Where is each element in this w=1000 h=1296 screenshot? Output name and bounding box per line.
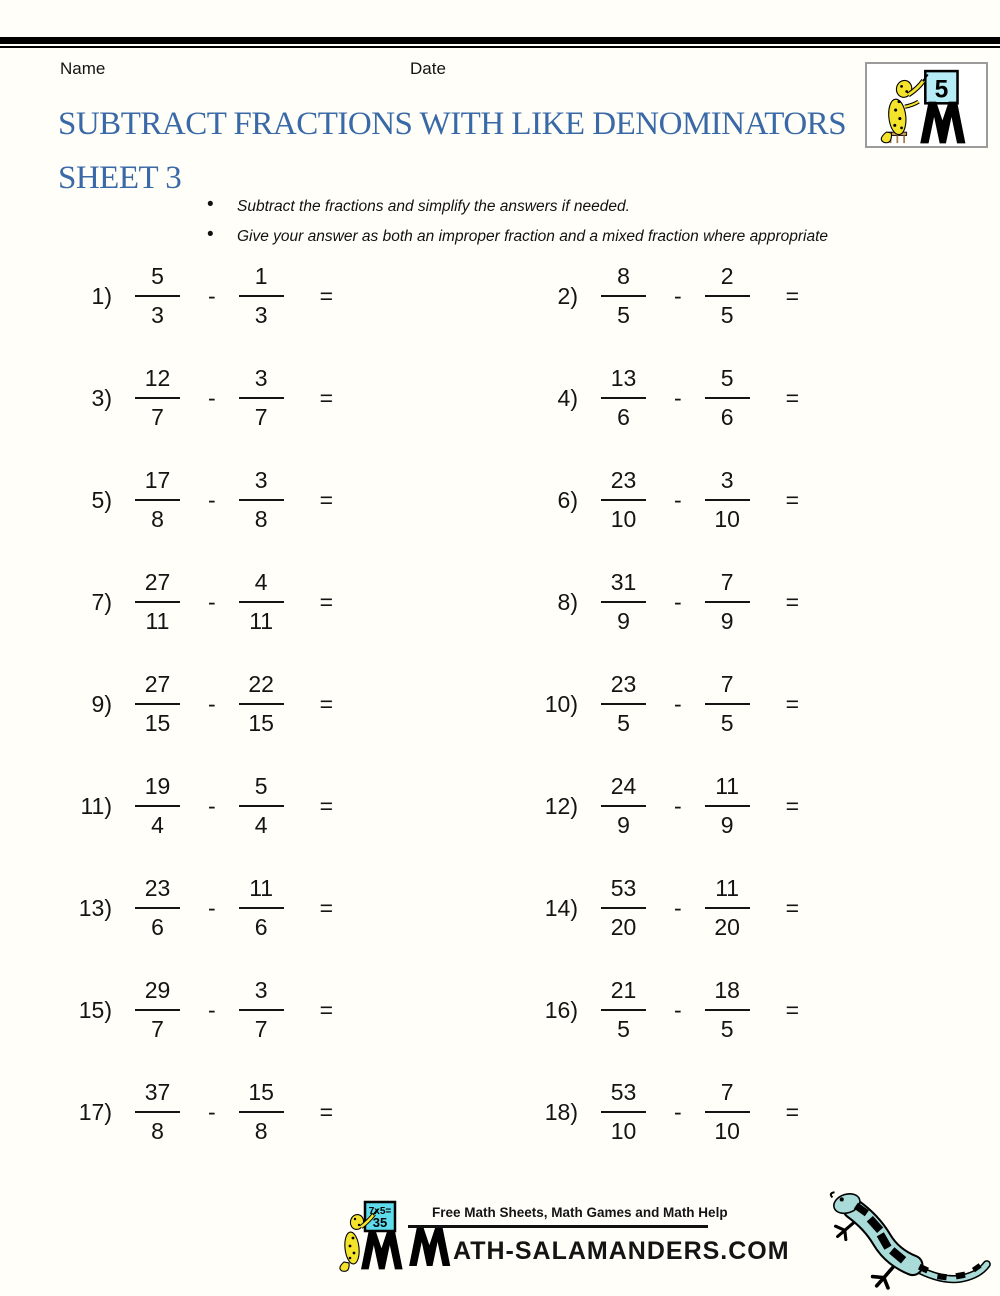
- top-divider-thick-line: [0, 37, 1000, 44]
- numerator: 17: [135, 466, 180, 501]
- subtrahend-fraction: [705, 568, 750, 636]
- problem-3: [0, 347, 500, 449]
- denominator: 10: [610, 1118, 637, 1144]
- equals-sign: =: [785, 282, 800, 309]
- site-name-row: [408, 1228, 790, 1266]
- minuend-fraction: [601, 364, 646, 432]
- problem-17: [0, 1061, 500, 1163]
- denominator: 8: [151, 506, 164, 532]
- denominator: 5: [617, 302, 630, 328]
- denominator: 3: [254, 302, 268, 328]
- m-logo-icon: [361, 1231, 403, 1269]
- problem-number: 16): [544, 996, 578, 1023]
- numerator: 31: [601, 568, 646, 603]
- minuend-fraction: [601, 976, 646, 1044]
- minuend-fraction: [135, 262, 180, 330]
- equals-sign: =: [319, 384, 334, 411]
- numerator: 7: [705, 1078, 750, 1113]
- denominator: 15: [144, 710, 171, 736]
- numerator: 3: [239, 976, 284, 1011]
- board-line2: 35: [372, 1215, 388, 1230]
- corner-lizard-illustration: [818, 1183, 993, 1291]
- footer-branding: [334, 1200, 790, 1276]
- numerator: 18: [705, 976, 750, 1011]
- denominator: 5: [617, 710, 630, 736]
- problem-number: 10): [544, 690, 578, 717]
- numerator: 4: [239, 568, 284, 603]
- footer-text-block: [408, 1200, 790, 1266]
- minus-sign: -: [208, 282, 216, 309]
- minuend-fraction: [601, 466, 646, 534]
- numerator: 8: [601, 262, 646, 297]
- numerator: 37: [135, 1078, 180, 1113]
- cyan-lizard-icon: [818, 1183, 993, 1291]
- equals-sign: =: [319, 282, 334, 309]
- numerator: 13: [601, 364, 646, 399]
- equals-sign: =: [785, 894, 800, 921]
- equals-sign: =: [319, 792, 334, 819]
- instruction-bullet-2: • Give your answer as both an improper fraction and a mixed fraction where appropriate: [205, 227, 945, 246]
- denominator: 3: [151, 302, 164, 328]
- numerator: 23: [601, 670, 646, 705]
- minuend-fraction: [135, 466, 180, 534]
- numerator: 2: [705, 262, 750, 297]
- subtrahend-fraction: [705, 874, 750, 942]
- equals-sign: =: [319, 1098, 334, 1125]
- equals-sign: =: [785, 1098, 800, 1125]
- problem-number: 18): [544, 1098, 578, 1125]
- minuend-fraction: [601, 874, 646, 942]
- top-divider-thin-line: [0, 46, 1000, 48]
- equals-sign: =: [785, 690, 800, 717]
- numerator: 19: [135, 772, 180, 807]
- minuend-fraction: [601, 1078, 646, 1146]
- minus-sign: -: [674, 1098, 682, 1125]
- minus-sign: -: [674, 486, 682, 513]
- page-title-line2: SHEET 3: [58, 160, 182, 196]
- problem-16: [500, 959, 1000, 1061]
- numerator: 3: [239, 466, 284, 501]
- problem-11: [0, 755, 500, 857]
- equals-sign: =: [319, 486, 334, 513]
- problem-number: 13): [78, 894, 112, 921]
- numerator: 5: [135, 262, 180, 297]
- numerator: 11: [705, 874, 750, 909]
- minus-sign: -: [674, 588, 682, 615]
- minus-sign: -: [674, 894, 682, 921]
- equals-sign: =: [785, 384, 800, 411]
- equals-sign: =: [785, 486, 800, 513]
- denominator: 5: [720, 302, 734, 328]
- problem-number: 8): [557, 588, 578, 615]
- numerator: 1: [239, 262, 284, 297]
- problem-4: [500, 347, 1000, 449]
- name-label: Name: [60, 59, 106, 78]
- denominator: 6: [617, 404, 630, 430]
- problem-number: 1): [91, 282, 112, 309]
- equals-sign: =: [319, 588, 334, 615]
- problem-6: [500, 449, 1000, 551]
- denominator: 6: [720, 404, 734, 430]
- minus-sign: -: [674, 282, 682, 309]
- problem-number: 3): [91, 384, 112, 411]
- equals-sign: =: [319, 894, 334, 921]
- problem-2: [500, 245, 1000, 347]
- board-line1: 7x5=: [368, 1206, 392, 1217]
- minus-sign: -: [208, 486, 216, 513]
- equals-sign: =: [319, 996, 334, 1023]
- subtrahend-fraction: [239, 466, 284, 534]
- minus-sign: -: [208, 690, 216, 717]
- subtrahend-fraction: [239, 976, 284, 1044]
- numerator: 27: [135, 670, 180, 705]
- minuend-fraction: [601, 670, 646, 738]
- problem-9: [0, 653, 500, 755]
- footer-tagline: Free Math Sheets, Math Games and Math Help: [432, 1205, 728, 1220]
- problem-5: [0, 449, 500, 551]
- minuend-fraction: [135, 976, 180, 1044]
- subtrahend-fraction: [239, 364, 284, 432]
- minus-sign: -: [208, 792, 216, 819]
- problems-grid: [0, 245, 1000, 1163]
- subtrahend-fraction: [705, 1078, 750, 1146]
- numerator: 7: [705, 568, 750, 603]
- minus-sign: -: [674, 384, 682, 411]
- numerator: 29: [135, 976, 180, 1011]
- denominator: 7: [254, 1016, 268, 1042]
- m-logo-icon: [920, 102, 965, 144]
- denominator: 7: [151, 1016, 164, 1042]
- denominator: 9: [720, 608, 734, 634]
- problem-number: 5): [91, 486, 112, 513]
- denominator: 20: [610, 914, 637, 940]
- numerator: 23: [135, 874, 180, 909]
- instruction-bullet-1: • Subtract the fractions and simplify the answers if needed.: [205, 197, 945, 216]
- problem-7: [0, 551, 500, 653]
- problem-number: 7): [91, 588, 112, 615]
- minus-sign: -: [674, 996, 682, 1023]
- numerator: 3: [239, 364, 284, 399]
- subtrahend-fraction: [705, 364, 750, 432]
- subtrahend-fraction: [705, 670, 750, 738]
- denominator: 5: [720, 710, 734, 736]
- problem-18: [500, 1061, 1000, 1163]
- minus-sign: -: [208, 384, 216, 411]
- m-logo-icon: [408, 1228, 452, 1266]
- minuend-fraction: [135, 670, 180, 738]
- minus-sign: -: [208, 588, 216, 615]
- subtrahend-fraction: [705, 976, 750, 1044]
- subtrahend-fraction: [239, 1078, 284, 1146]
- denominator: 20: [714, 914, 740, 940]
- page-title-line1: SUBTRACT FRACTIONS WITH LIKE DENOMINATORS: [58, 106, 847, 142]
- subtrahend-fraction: [705, 466, 750, 534]
- minus-sign: -: [674, 690, 682, 717]
- minuend-fraction: [135, 364, 180, 432]
- problem-number: 15): [78, 996, 112, 1023]
- denominator: 8: [151, 1118, 164, 1144]
- date-label: Date: [410, 59, 446, 78]
- minuend-fraction: [135, 874, 180, 942]
- denominator: 6: [151, 914, 164, 940]
- minuend-fraction: [601, 772, 646, 840]
- denominator: 8: [254, 1118, 268, 1144]
- problem-number: 6): [557, 486, 578, 513]
- problem-number: 11): [80, 792, 112, 819]
- minuend-fraction: [135, 1078, 180, 1146]
- footer-salamander-logo: [334, 1200, 406, 1276]
- minus-sign: -: [208, 1098, 216, 1125]
- numerator: 11: [705, 772, 750, 807]
- numerator: 24: [601, 772, 646, 807]
- numerator: 5: [705, 364, 750, 399]
- top-divider: [0, 37, 1000, 48]
- denominator: 5: [617, 1016, 630, 1042]
- problem-15: [0, 959, 500, 1061]
- equals-sign: =: [319, 690, 334, 717]
- problem-number: 4): [557, 384, 578, 411]
- problem-number: 12): [544, 792, 578, 819]
- numerator: 12: [135, 364, 180, 399]
- problem-number: 2): [557, 282, 578, 309]
- subtrahend-fraction: [239, 772, 284, 840]
- denominator: 9: [617, 812, 630, 838]
- problem-number: 14): [544, 894, 578, 921]
- denominator: 9: [617, 608, 630, 634]
- denominator: 4: [254, 812, 268, 838]
- equals-sign: =: [785, 792, 800, 819]
- subtrahend-fraction: [705, 262, 750, 330]
- equals-sign: =: [785, 996, 800, 1023]
- denominator: 7: [254, 404, 268, 430]
- problem-14: [500, 857, 1000, 959]
- denominator: 6: [254, 914, 268, 940]
- denominator: 11: [145, 608, 170, 634]
- page-title: [58, 97, 918, 205]
- minus-sign: -: [674, 792, 682, 819]
- denominator: 4: [151, 812, 164, 838]
- denominator: 11: [249, 608, 274, 634]
- problem-13: [0, 857, 500, 959]
- denominator: 9: [720, 812, 734, 838]
- subtrahend-fraction: [705, 772, 750, 840]
- badge-number: 5: [934, 76, 948, 104]
- numerator: 3: [705, 466, 750, 501]
- numerator: 21: [601, 976, 646, 1011]
- minuend-fraction: [601, 262, 646, 330]
- numerator: 5: [239, 772, 284, 807]
- equals-sign: =: [785, 588, 800, 615]
- denominator: 7: [151, 404, 164, 430]
- denominator: 5: [720, 1016, 734, 1042]
- denominator: 10: [610, 506, 637, 532]
- problem-10: [500, 653, 1000, 755]
- minuend-fraction: [135, 568, 180, 636]
- minus-sign: -: [208, 894, 216, 921]
- subtrahend-fraction: [239, 670, 284, 738]
- minus-sign: -: [208, 996, 216, 1023]
- denominator: 8: [254, 506, 268, 532]
- denominator: 15: [248, 710, 274, 736]
- numerator: 15: [239, 1078, 284, 1113]
- numerator: 53: [601, 1078, 646, 1113]
- minuend-fraction: [601, 568, 646, 636]
- numerator: 23: [601, 466, 646, 501]
- denominator: 10: [714, 1118, 740, 1144]
- subtrahend-fraction: [239, 262, 284, 330]
- numerator: 22: [239, 670, 284, 705]
- problem-8: [500, 551, 1000, 653]
- problem-1: [0, 245, 500, 347]
- denominator: 10: [714, 506, 740, 532]
- problem-12: [500, 755, 1000, 857]
- minuend-fraction: [135, 772, 180, 840]
- numerator: 7: [705, 670, 750, 705]
- problem-number: 17): [78, 1098, 112, 1125]
- numerator: 11: [239, 874, 284, 909]
- subtrahend-fraction: [239, 568, 284, 636]
- numerator: 53: [601, 874, 646, 909]
- site-name: ATH-SALAMANDERS.COM: [453, 1237, 790, 1265]
- problem-number: 9): [91, 690, 112, 717]
- subtrahend-fraction: [239, 874, 284, 942]
- numerator: 27: [135, 568, 180, 603]
- salamander-easel-icon: [334, 1200, 406, 1276]
